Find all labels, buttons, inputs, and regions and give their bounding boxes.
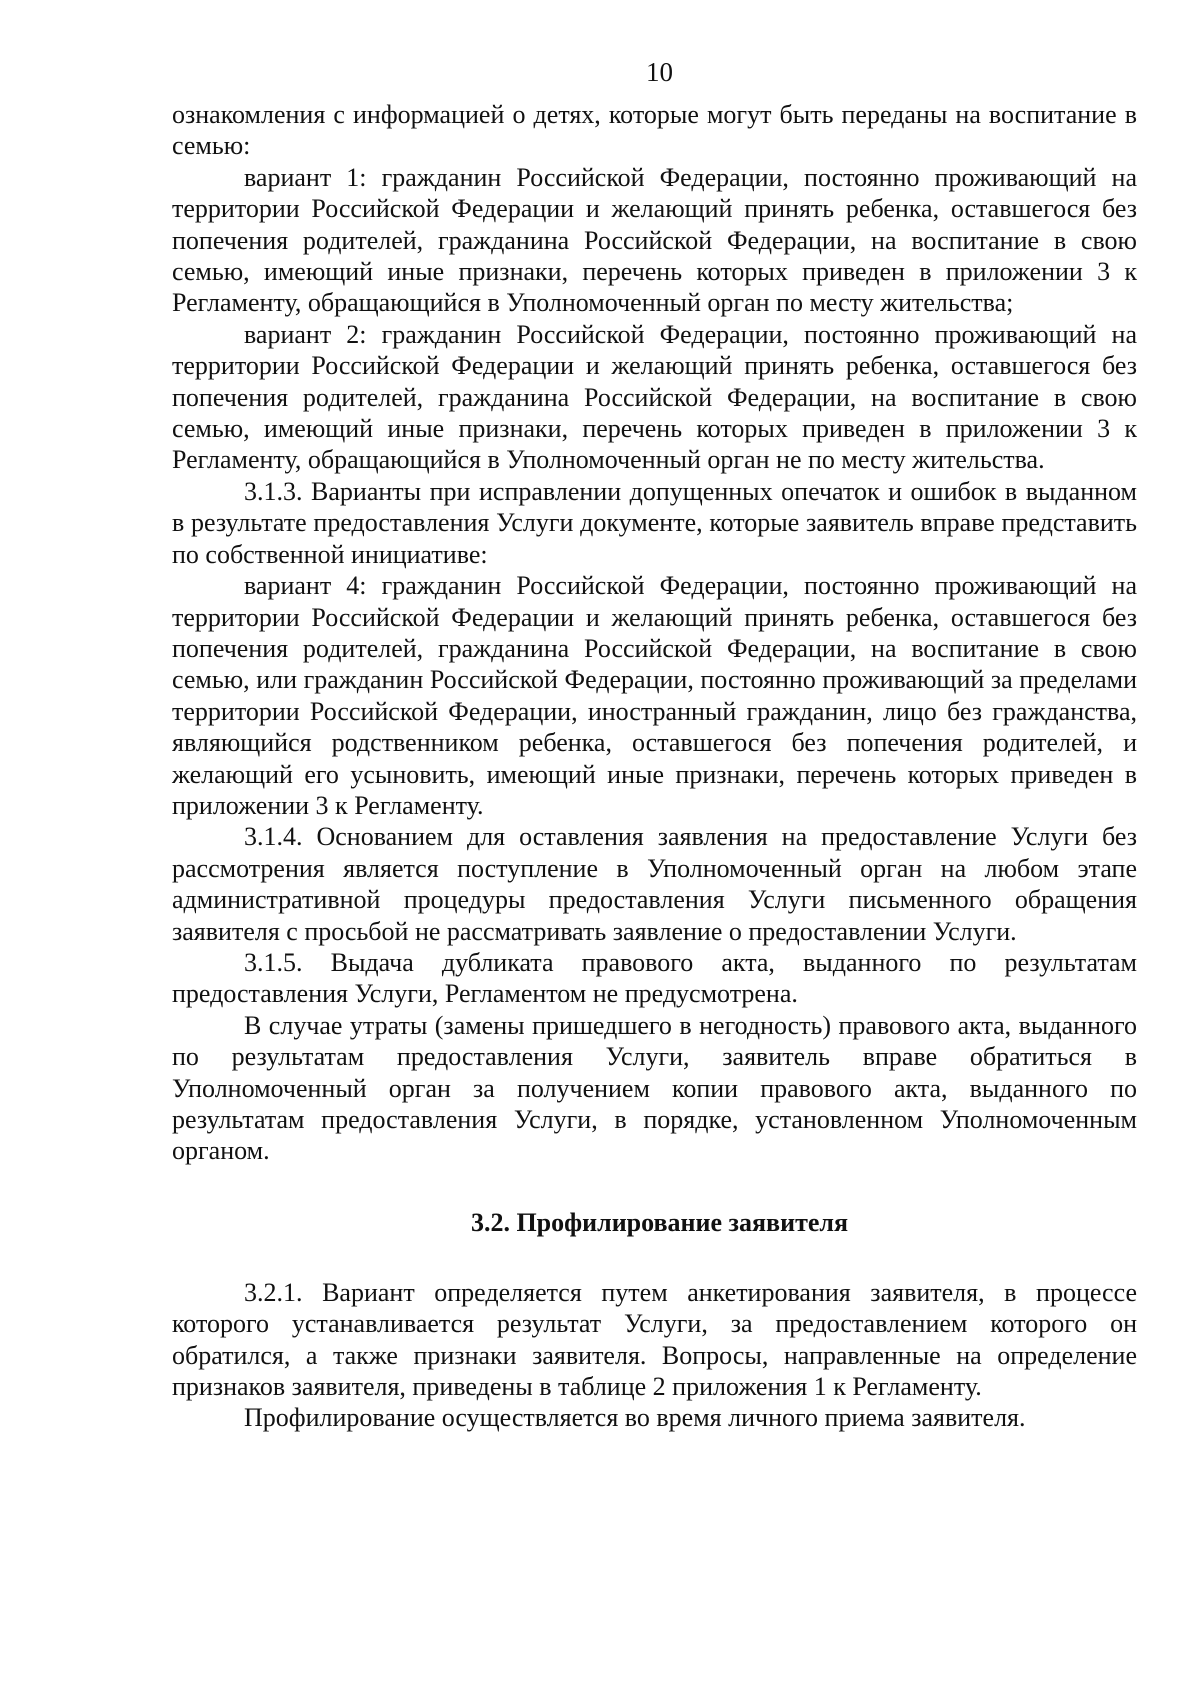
paragraph-3-1-5: 3.1.5. Выдача дубликата правового акта, выданного по результатам предоставления Услуги, Регламентом не предусмотрена.: [172, 947, 1137, 1009]
section-heading-3-2: 3.2. Профилирование заявителя: [470, 1207, 849, 1237]
paragraph-3-1-3: 3.1.3. Варианты при исправлении допущенных опечаток и ошибок в выданном в результате предоставления Услуги документе, которые заявитель вправе представить по собственной инициативе:: [172, 476, 1137, 569]
document-page: [172, 55, 1137, 1434]
paragraph-3-1-4: 3.1.4. Основанием для оставления заявления на предоставление Услуги без рассмотрения является поступление в Уполномоченный орган на любом этапе административной процедуры предоставления Услуги письменного обращения заявителя с просьбой не рассматривать заявление о предоставлении Услуги.: [172, 822, 1137, 946]
paragraph-variant-1: вариант 1: гражданин Российской Федерации, постоянно проживающий на территории Российской Федерации и желающий принять ребенка, оставшегося без попечения родителей, гражданина Российской Федерации, на воспитание в свою семью, имеющий иные признаки, перечень которых приведен в приложении 3 к Регламенту, обращающийся в Уполномоченный орган по месту жительства;: [172, 162, 1137, 318]
paragraph-intro-continuation: ознакомления с информацией о детях, которые могут быть переданы на воспитание в семью:: [172, 100, 1137, 161]
paragraph-profiling-time: Профилирование осуществляется во время личного приема заявителя.: [244, 1403, 1026, 1433]
paragraph-loss-case: В случае утраты (замены пришедшего в негодность) правового акта, выданного по результатам предоставления Услуги, заявитель вправе обратиться в Уполномоченный орган за получением копии правового акта, выданного по результатам предоставления Услуги, в порядке, установленном Уполномоченным органом.: [172, 1010, 1137, 1166]
paragraph-3-2-1: 3.2.1. Вариант определяется путем анкетирования заявителя, в процессе которого устанавливается результат Услуги, за предоставлением которого он обратился, а также признаки заявителя. Вопросы, направленные на определение признаков заявителя, приведены в таблице 2 приложения 1 к Регламенту.: [172, 1277, 1137, 1402]
paragraph-variant-4: вариант 4: гражданин Российской Федерации, постоянно проживающий на территории Российской Федерации и желающий принять ребенка, оставшегося без попечения родителей, гражданина Российской Федерации, на воспитание в свою семью, или гражданин Российской Федерации, постоянно проживающий за пределами территории Российской Федерации, иностранный гражданин, лицо без гражданства, являющийся родственником ребенка, оставшегося без попечения родителей, и желающий его усыновить, имеющий иные признаки, перечень которых приведен в приложении 3 к Регламенту.: [172, 571, 1137, 820]
page-number: 10: [646, 57, 673, 87]
paragraph-variant-2: вариант 2: гражданин Российской Федерации, постоянно проживающий на территории Российской Федерации и желающий принять ребенка, оставшегося без попечения родителей, гражданина Российской Федерации, на воспитание в свою семью, имеющий иные признаки, перечень которых приведен в приложении 3 к Регламенту, обращающийся в Уполномоченный орган не по месту жительства.: [172, 319, 1137, 475]
